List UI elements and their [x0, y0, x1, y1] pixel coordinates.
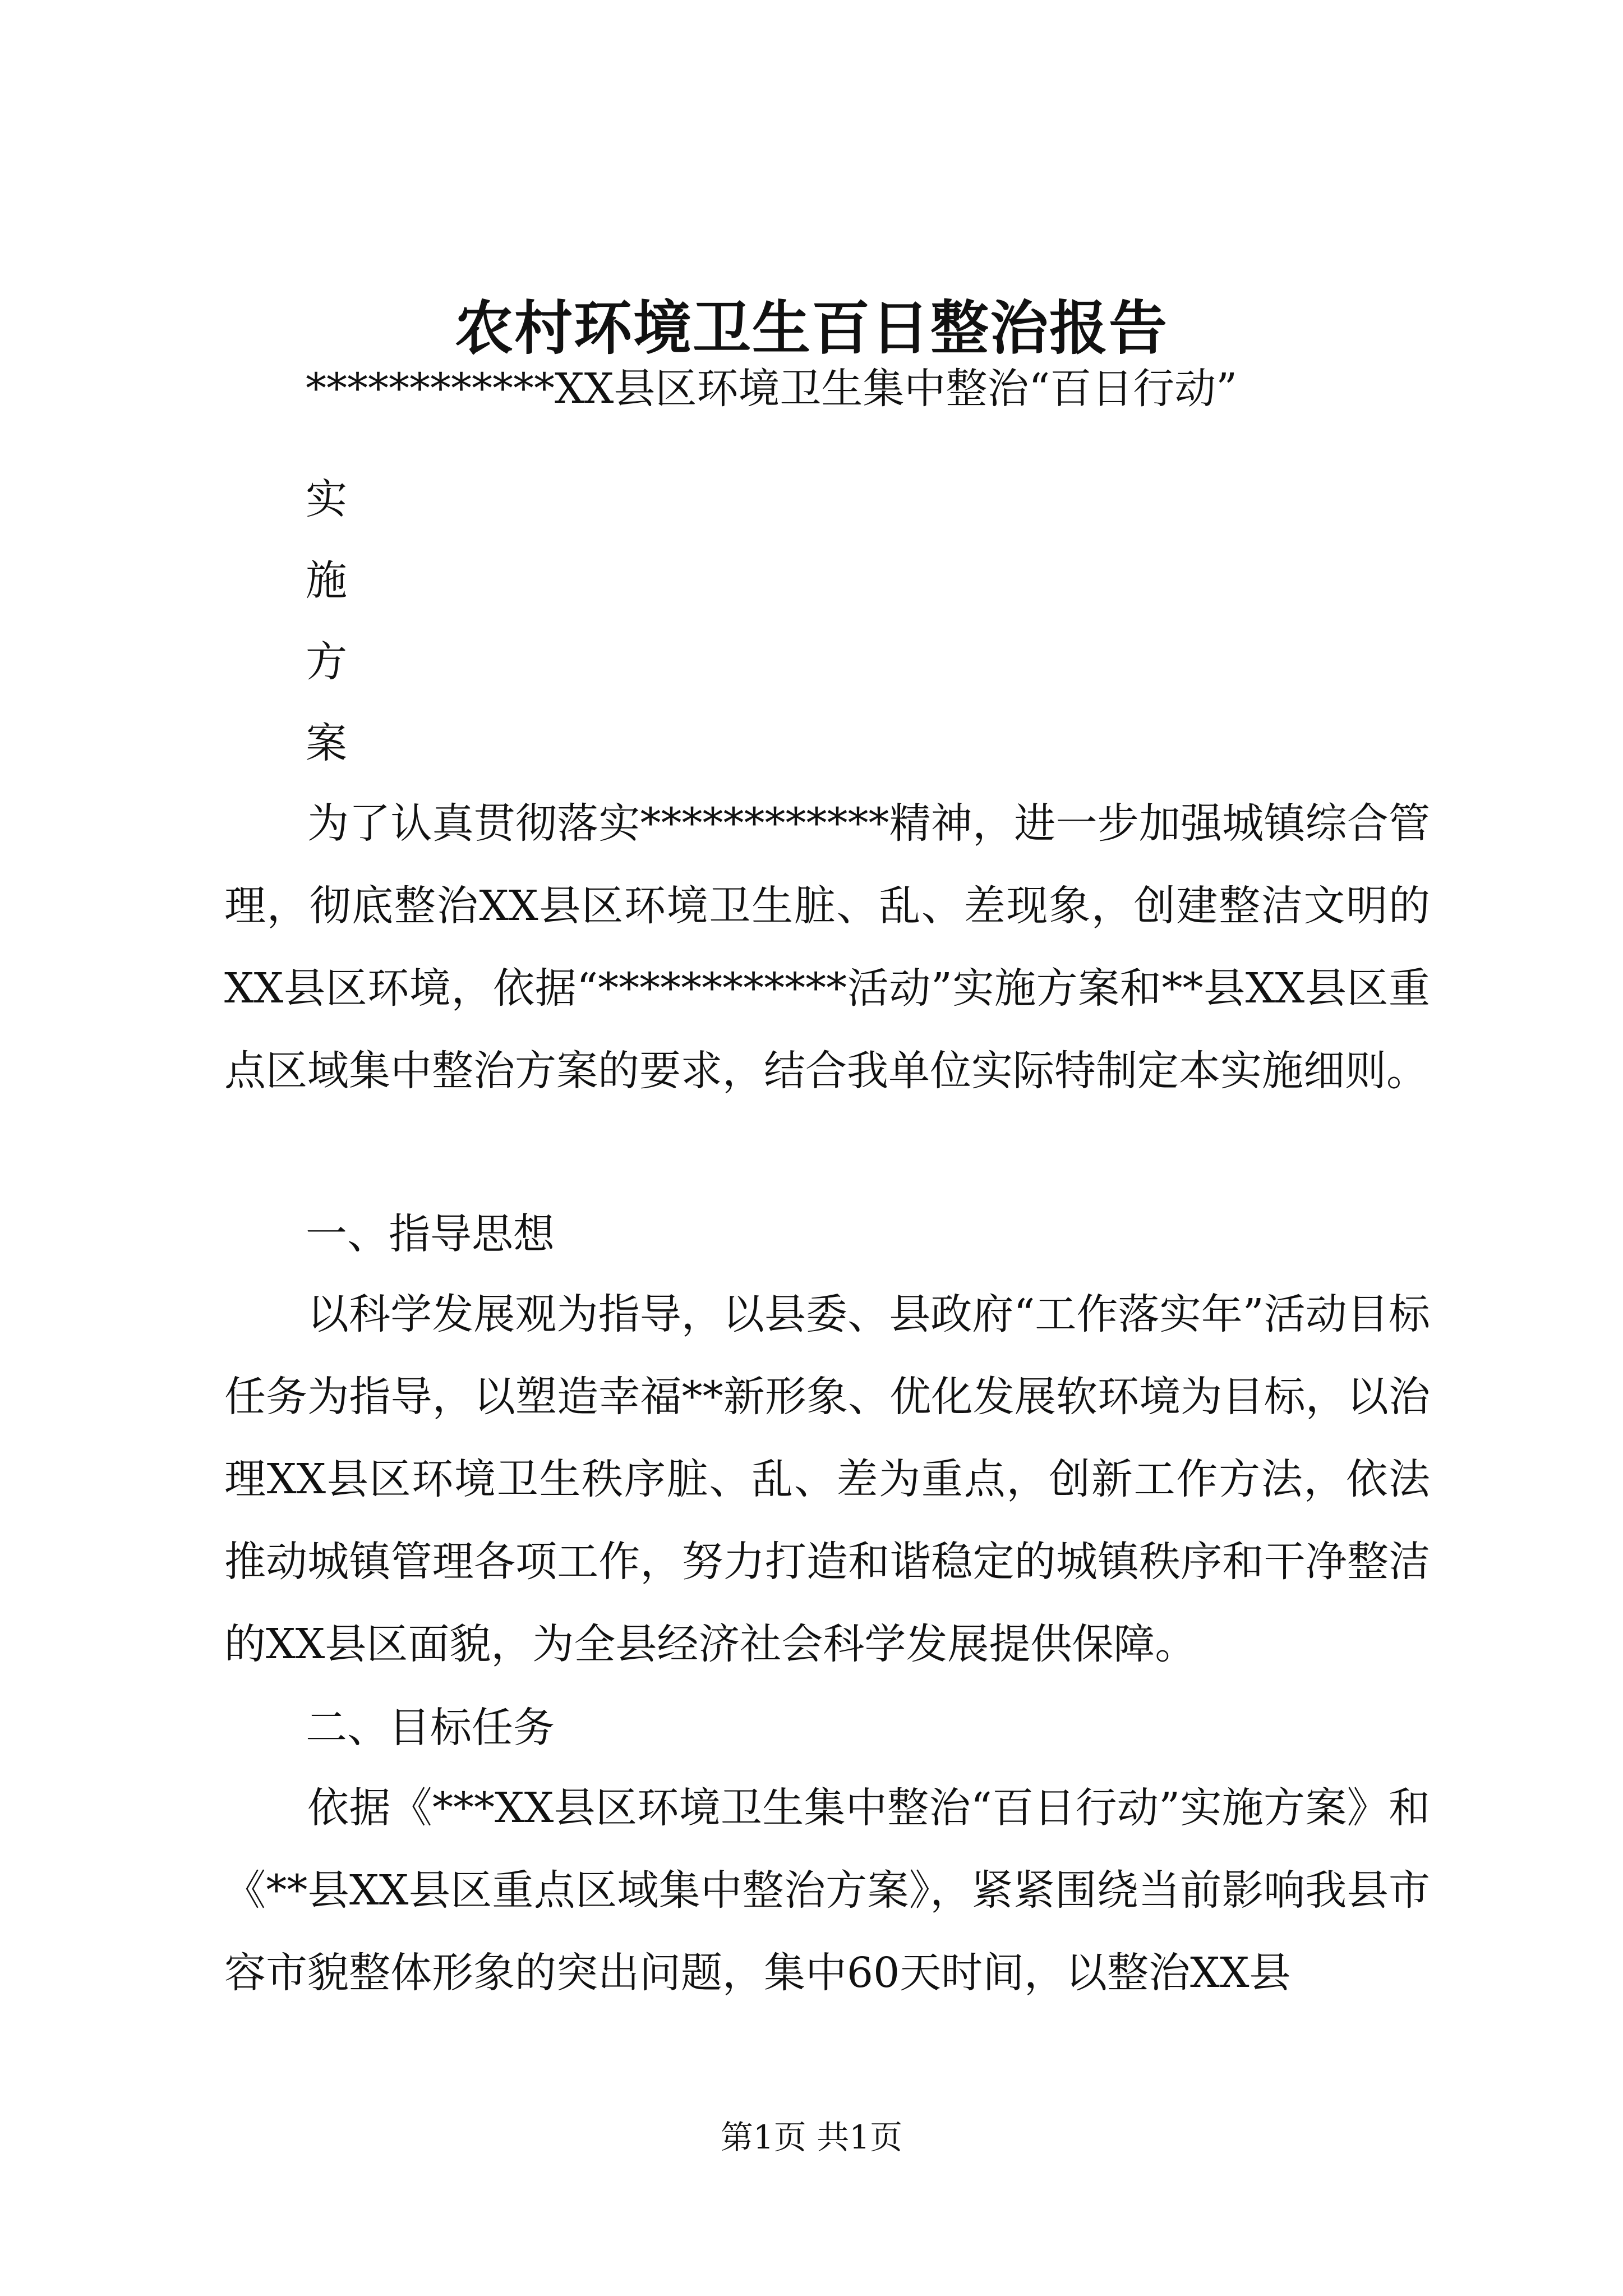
- section-heading-objectives: 二、目标任务: [306, 1704, 555, 1752]
- paragraph-intro-text: 为了认真贯彻落实************精神，进一步加强城镇综合管理，彻底整治XX县区环境卫生脏、乱、差现象，创建整洁文明的XX县区环境，依据“************活动”实施方案和**县XX县区重点区域集中整治方案的要求，结合我单位实际特制定本实施细则。: [224, 799, 1430, 1095]
- document-subtitle: ************XX县区环境卫生集中整治“百日行动”: [306, 365, 1238, 413]
- paragraph-guiding-thought: [224, 1273, 1430, 1686]
- vertical-char-4: 案: [306, 719, 347, 767]
- vertical-char-1: 实: [306, 475, 347, 523]
- paragraph-guiding-thought-text: 以科学发展观为指导，以县委、县政府“工作落实年”活动目标任务为指导，以塑造幸福**新形象、优化发展软环境为目标，以治理XX县区环境卫生秩序脏、乱、差为重点，创新工作方法，依法推动城镇管理各项工作，努力打造和谐稳定的城镇秩序和干净整洁的XX县区面貌，为全县经济社会科学发展提供保障。: [224, 1290, 1430, 1668]
- vertical-char-2: 施: [306, 556, 347, 605]
- paragraph-intro: [224, 783, 1430, 1112]
- document-title: 农村环境卫生百日整治报告: [454, 293, 1168, 362]
- paragraph-objectives: [224, 1767, 1430, 2014]
- paragraph-objectives-text: 依据《***XX县区环境卫生集中整治“百日行动”实施方案》和《**县XX县区重点区域集中整治方案》，紧紧围绕当前影响我县市容市貌整体形象的突出问题，集中60天时间，以整治XX县: [224, 1784, 1430, 1997]
- vertical-char-3: 方: [306, 638, 347, 686]
- section-heading-guiding-thought: 一、指导思想: [306, 1210, 555, 1258]
- page-footer: 第1页 共1页: [720, 2118, 903, 2156]
